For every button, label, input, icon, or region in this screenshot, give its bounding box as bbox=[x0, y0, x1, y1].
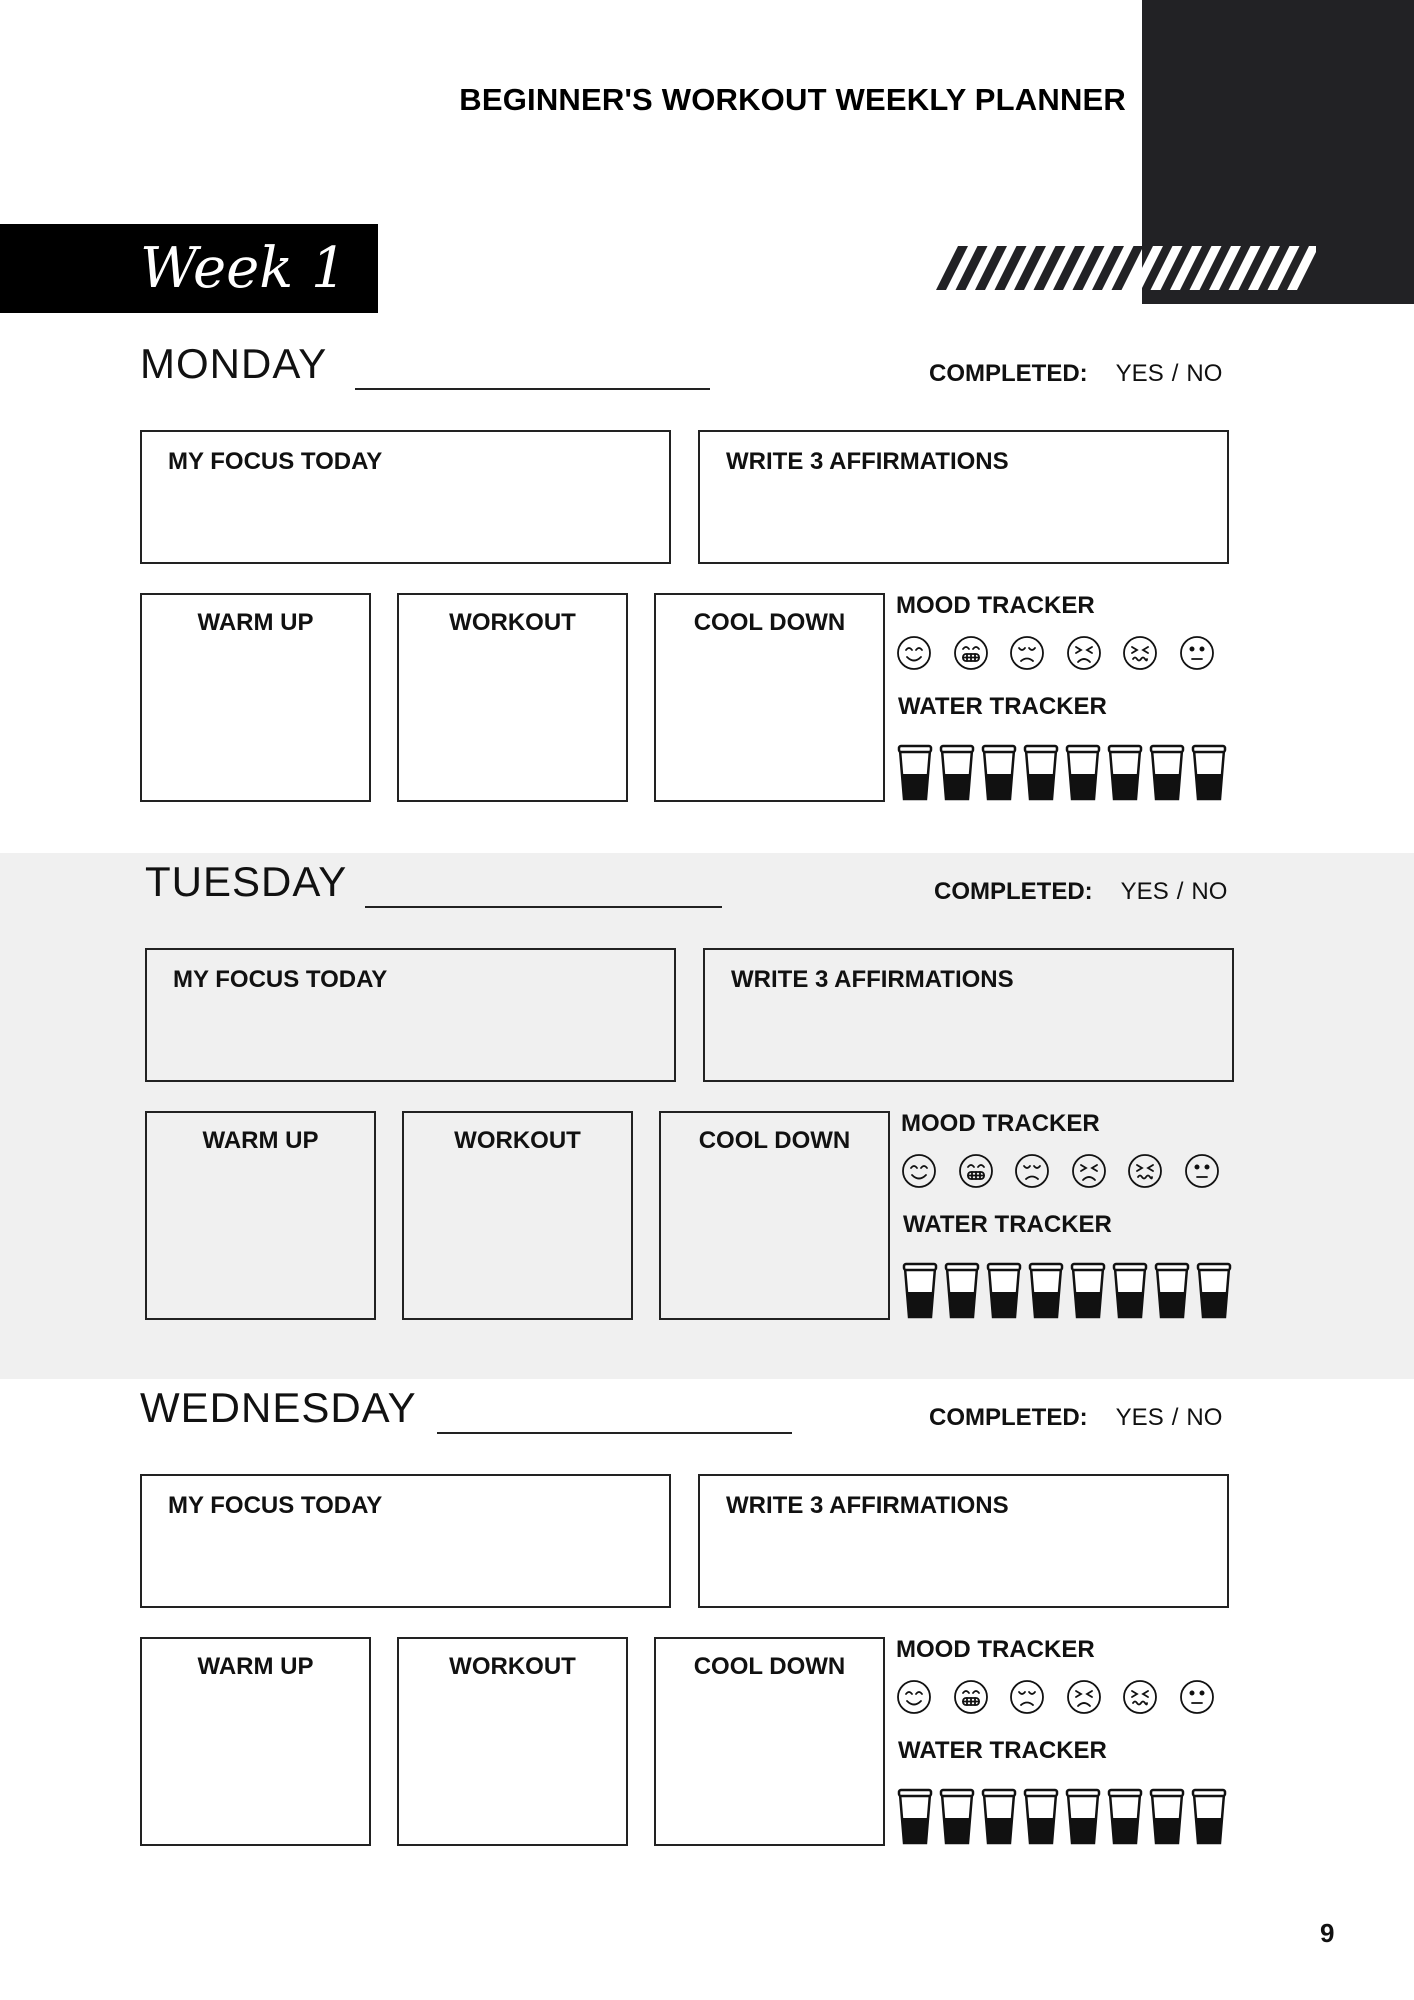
squint-face-icon[interactable] bbox=[1127, 1153, 1163, 1189]
cool-down-title: COOL DOWN bbox=[693, 609, 846, 636]
water-glass-icon[interactable] bbox=[1107, 1788, 1143, 1846]
completed-label: COMPLETED: bbox=[929, 1404, 1088, 1431]
page-number: 9 bbox=[1320, 1918, 1335, 1948]
day-name: MONDAY bbox=[140, 340, 328, 387]
stripe-decoration bbox=[936, 246, 1316, 290]
day-section bbox=[0, 1384, 1414, 1874]
water-tracker bbox=[897, 744, 1237, 804]
completed-row bbox=[929, 1404, 1222, 1432]
warm-up-box[interactable] bbox=[140, 1637, 371, 1846]
date-line[interactable] bbox=[355, 388, 710, 390]
water-glass-icon[interactable] bbox=[1154, 1262, 1190, 1320]
workout-box[interactable] bbox=[397, 1637, 628, 1846]
sad-face-icon[interactable] bbox=[1009, 1679, 1045, 1715]
water-glass-icon[interactable] bbox=[1065, 744, 1101, 802]
water-tracker-title: WATER TRACKER bbox=[903, 1211, 1112, 1238]
date-line[interactable] bbox=[437, 1432, 792, 1434]
water-glass-icon[interactable] bbox=[902, 1262, 938, 1320]
water-glass-icon[interactable] bbox=[986, 1262, 1022, 1320]
yes-option[interactable]: YES bbox=[1115, 1404, 1164, 1431]
workout-box[interactable] bbox=[402, 1111, 633, 1320]
cool-down-title: COOL DOWN bbox=[698, 1127, 851, 1154]
mood-tracker bbox=[901, 1153, 1231, 1193]
water-glass-icon[interactable] bbox=[1191, 744, 1227, 802]
completed-row bbox=[929, 360, 1222, 388]
water-glass-icon[interactable] bbox=[897, 1788, 933, 1846]
water-glass-icon[interactable] bbox=[1070, 1262, 1106, 1320]
cool-down-box[interactable] bbox=[654, 593, 885, 802]
separator: / bbox=[1171, 360, 1179, 387]
smile-face-icon[interactable] bbox=[901, 1153, 937, 1189]
affirmations-box[interactable] bbox=[698, 1474, 1229, 1608]
water-glass-icon[interactable] bbox=[1107, 744, 1143, 802]
separator: / bbox=[1176, 878, 1184, 905]
day-section bbox=[0, 340, 1414, 830]
cool-down-box[interactable] bbox=[654, 1637, 885, 1846]
workout-title: WORKOUT bbox=[449, 1653, 576, 1680]
yes-option[interactable]: YES bbox=[1120, 878, 1169, 905]
water-glass-icon[interactable] bbox=[981, 1788, 1017, 1846]
day-section bbox=[0, 853, 1414, 1379]
water-glass-icon[interactable] bbox=[1065, 1788, 1101, 1846]
grin-face-icon[interactable] bbox=[958, 1153, 994, 1189]
squint-face-icon[interactable] bbox=[1122, 635, 1158, 671]
affirmations-title: WRITE 3 AFFIRMATIONS bbox=[726, 448, 1009, 475]
neutral-face-icon[interactable] bbox=[1179, 1679, 1215, 1715]
warm-up-title: WARM UP bbox=[197, 609, 314, 636]
completed-label: COMPLETED: bbox=[934, 878, 1093, 905]
grin-face-icon[interactable] bbox=[953, 1679, 989, 1715]
water-tracker bbox=[897, 1788, 1237, 1848]
smile-face-icon[interactable] bbox=[896, 635, 932, 671]
water-glass-icon[interactable] bbox=[981, 744, 1017, 802]
warm-up-title: WARM UP bbox=[202, 1127, 319, 1154]
squint-face-icon[interactable] bbox=[1122, 1679, 1158, 1715]
sad-face-icon[interactable] bbox=[1009, 635, 1045, 671]
water-glass-icon[interactable] bbox=[1028, 1262, 1064, 1320]
mood-tracker-title: MOOD TRACKER bbox=[896, 592, 1095, 619]
date-line[interactable] bbox=[365, 906, 722, 908]
water-glass-icon[interactable] bbox=[1149, 1788, 1185, 1846]
water-glass-icon[interactable] bbox=[944, 1262, 980, 1320]
focus-box[interactable] bbox=[145, 948, 676, 1082]
workout-title: WORKOUT bbox=[449, 609, 576, 636]
cool-down-title: COOL DOWN bbox=[693, 1653, 846, 1680]
workout-box[interactable] bbox=[397, 593, 628, 802]
no-option[interactable]: NO bbox=[1191, 878, 1228, 905]
water-glass-icon[interactable] bbox=[1112, 1262, 1148, 1320]
mood-tracker bbox=[896, 635, 1226, 675]
focus-title: MY FOCUS TODAY bbox=[173, 966, 388, 993]
completed-row bbox=[934, 878, 1227, 906]
affirmations-title: WRITE 3 AFFIRMATIONS bbox=[731, 966, 1014, 993]
focus-title: MY FOCUS TODAY bbox=[168, 1492, 383, 1519]
water-glass-icon[interactable] bbox=[1023, 1788, 1059, 1846]
yes-option[interactable]: YES bbox=[1115, 360, 1164, 387]
water-tracker bbox=[902, 1262, 1242, 1322]
week-badge: Week 1 bbox=[0, 224, 378, 313]
mood-tracker bbox=[896, 1679, 1226, 1719]
frown-face-icon[interactable] bbox=[1066, 1679, 1102, 1715]
focus-title: MY FOCUS TODAY bbox=[168, 448, 383, 475]
smile-face-icon[interactable] bbox=[896, 1679, 932, 1715]
no-option[interactable]: NO bbox=[1186, 1404, 1223, 1431]
focus-box[interactable] bbox=[140, 430, 671, 564]
mood-tracker-title: MOOD TRACKER bbox=[901, 1110, 1100, 1137]
affirmations-box[interactable] bbox=[703, 948, 1234, 1082]
frown-face-icon[interactable] bbox=[1066, 635, 1102, 671]
warm-up-title: WARM UP bbox=[197, 1653, 314, 1680]
water-tracker-title: WATER TRACKER bbox=[898, 1737, 1107, 1764]
water-glass-icon[interactable] bbox=[1149, 744, 1185, 802]
water-glass-icon[interactable] bbox=[939, 744, 975, 802]
affirmations-box[interactable] bbox=[698, 430, 1229, 564]
page-title: BEGINNER'S WORKOUT WEEKLY PLANNER bbox=[459, 82, 1126, 117]
no-option[interactable]: NO bbox=[1186, 360, 1223, 387]
water-glass-icon[interactable] bbox=[897, 744, 933, 802]
water-glass-icon[interactable] bbox=[939, 1788, 975, 1846]
neutral-face-icon[interactable] bbox=[1179, 635, 1215, 671]
sad-face-icon[interactable] bbox=[1014, 1153, 1050, 1189]
water-glass-icon[interactable] bbox=[1023, 744, 1059, 802]
neutral-face-icon[interactable] bbox=[1184, 1153, 1220, 1189]
frown-face-icon[interactable] bbox=[1071, 1153, 1107, 1189]
cool-down-box[interactable] bbox=[659, 1111, 890, 1320]
focus-box[interactable] bbox=[140, 1474, 671, 1608]
day-name: WEDNESDAY bbox=[140, 1384, 417, 1431]
day-name: TUESDAY bbox=[145, 858, 348, 905]
grin-face-icon[interactable] bbox=[953, 635, 989, 671]
affirmations-title: WRITE 3 AFFIRMATIONS bbox=[726, 1492, 1009, 1519]
mood-tracker-title: MOOD TRACKER bbox=[896, 1636, 1095, 1663]
water-glass-icon[interactable] bbox=[1191, 1788, 1227, 1846]
water-tracker-title: WATER TRACKER bbox=[898, 693, 1107, 720]
separator: / bbox=[1171, 1404, 1179, 1431]
workout-title: WORKOUT bbox=[454, 1127, 581, 1154]
warm-up-box[interactable] bbox=[140, 593, 371, 802]
completed-label: COMPLETED: bbox=[929, 360, 1088, 387]
water-glass-icon[interactable] bbox=[1196, 1262, 1232, 1320]
warm-up-box[interactable] bbox=[145, 1111, 376, 1320]
